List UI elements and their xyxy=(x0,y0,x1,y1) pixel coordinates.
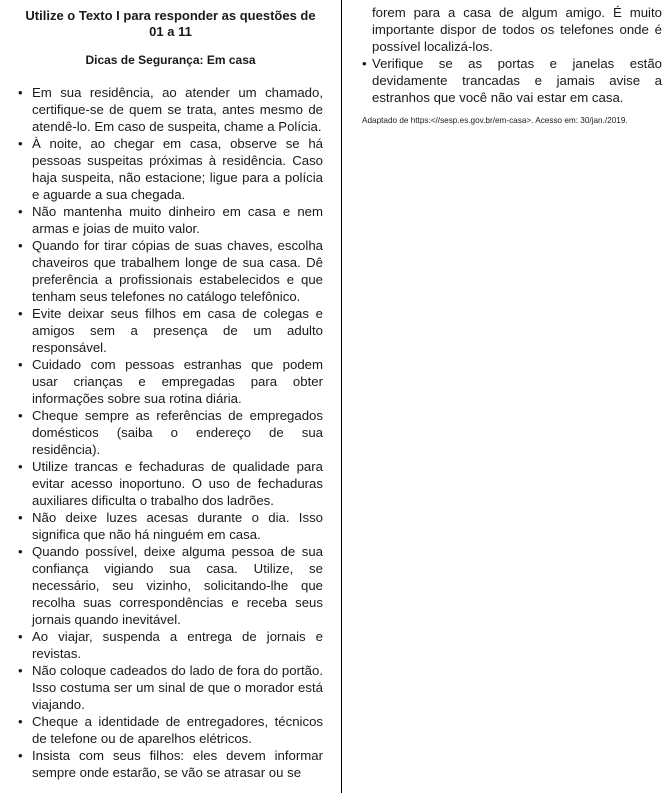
tip-text: Não mantenha muito dinheiro em casa e nem armas e joias de muito valor. xyxy=(32,204,323,236)
list-item xyxy=(18,628,323,662)
tip-text: Não coloque cadeados do lado de fora do portão. Isso costuma ser um sinal de que o morador está viajando. xyxy=(32,663,323,712)
list-item xyxy=(18,509,323,543)
list-item xyxy=(18,305,323,356)
bullet-icon: • xyxy=(18,544,23,559)
bullet-icon: • xyxy=(18,408,23,423)
tip-text: Cheque a identidade de entregadores, técnicos de telefone ou de aparelhos elétricos. xyxy=(32,714,323,746)
page-title: Utilize o Texto I para responder as questões de 01 a 11 xyxy=(25,8,316,39)
tip-text: Não deixe luzes acesas durante o dia. Isso significa que não há ninguém em casa. xyxy=(32,510,323,542)
source-citation: Adaptado de https:<//sesp.es.gov.br/em-casa>. Acesso em: 30/jan./2019. xyxy=(362,116,628,125)
list-item xyxy=(362,55,662,106)
left-column xyxy=(18,8,323,781)
text-subtitle: Dicas de Segurança: Em casa xyxy=(85,53,256,67)
list-item xyxy=(18,662,323,713)
tip-text: Ao viajar, suspenda a entrega de jornais e revistas. xyxy=(32,629,323,661)
list-item xyxy=(18,356,323,407)
tip-text: Utilize trancas e fechaduras de qualidade para evitar acesso inoportuno. O uso de fechaduras auxiliares dificulta o trabalho dos ladrões. xyxy=(32,459,323,508)
tip-text: Quando for tirar cópias de suas chaves, escolha chaveiros que trabalhem longe de sua casa. Dê preferência a profissionais estabelecidos e que tenham seus telefones no catálogo telefônico. xyxy=(32,238,323,304)
tip-text: Em sua residência, ao atender um chamado, certifique-se de quem se trata, antes mesmo de atendê-lo. Em caso de suspeita, chame a Polícia. xyxy=(32,85,323,134)
list-item xyxy=(18,543,323,628)
tip-continuation: forem para a casa de algum amigo. É muito importante dispor de todos os telefones onde é possível localizá-los. xyxy=(372,5,662,54)
tip-text: Cuidado com pessoas estranhas que podem usar crianças e empregadas para obter informações sobre sua rotina diária. xyxy=(32,357,323,406)
tip-text: À noite, ao chegar em casa, observe se há pessoas suspeitas próximas à residência. Caso haja suspeita, não estacione; ligue para a polícia e aguarde a sua chegada. xyxy=(32,136,323,202)
tip-text: Cheque sempre as referências de empregados domésticos (saiba o endereço de sua residência). xyxy=(32,408,323,457)
bullet-icon: • xyxy=(18,459,23,474)
bullet-icon: • xyxy=(362,56,367,71)
right-column xyxy=(362,4,662,125)
tip-text: Verifique se as portas e janelas estão devidamente trancadas e jamais avise a estranhos que você não vai estar em casa. xyxy=(372,56,662,105)
bullet-icon: • xyxy=(18,85,23,100)
bullet-icon: • xyxy=(18,238,23,253)
bullet-icon: • xyxy=(18,629,23,644)
tip-text: Quando possível, deixe alguma pessoa de sua confiança vigiando sua casa. Utilize, se necessário, seu vizinho, solicitando-lhe que recolha suas correspondências e receba seus jornais quando inevitável. xyxy=(32,544,323,627)
list-item xyxy=(18,237,323,305)
bullet-icon: • xyxy=(18,204,23,219)
list-item xyxy=(18,407,323,458)
bullet-icon: • xyxy=(18,510,23,525)
bullet-icon: • xyxy=(18,306,23,321)
list-item xyxy=(18,203,323,237)
list-item xyxy=(18,713,323,747)
tip-text: Insista com seus filhos: eles devem informar sempre onde estarão, se vão se atrasar ou se xyxy=(32,748,323,780)
bullet-icon: • xyxy=(18,714,23,729)
list-item xyxy=(18,747,323,781)
bullet-icon: • xyxy=(18,136,23,151)
list-item xyxy=(18,135,323,203)
bullet-icon: • xyxy=(18,357,23,372)
column-divider xyxy=(341,0,342,793)
tips-list xyxy=(18,84,323,781)
bullet-icon: • xyxy=(18,748,23,763)
list-item xyxy=(18,458,323,509)
tip-text: Evite deixar seus filhos em casa de colegas e amigos sem a presença de um adulto responsável. xyxy=(32,306,323,355)
bullet-icon: • xyxy=(18,663,23,678)
list-item xyxy=(18,84,323,135)
